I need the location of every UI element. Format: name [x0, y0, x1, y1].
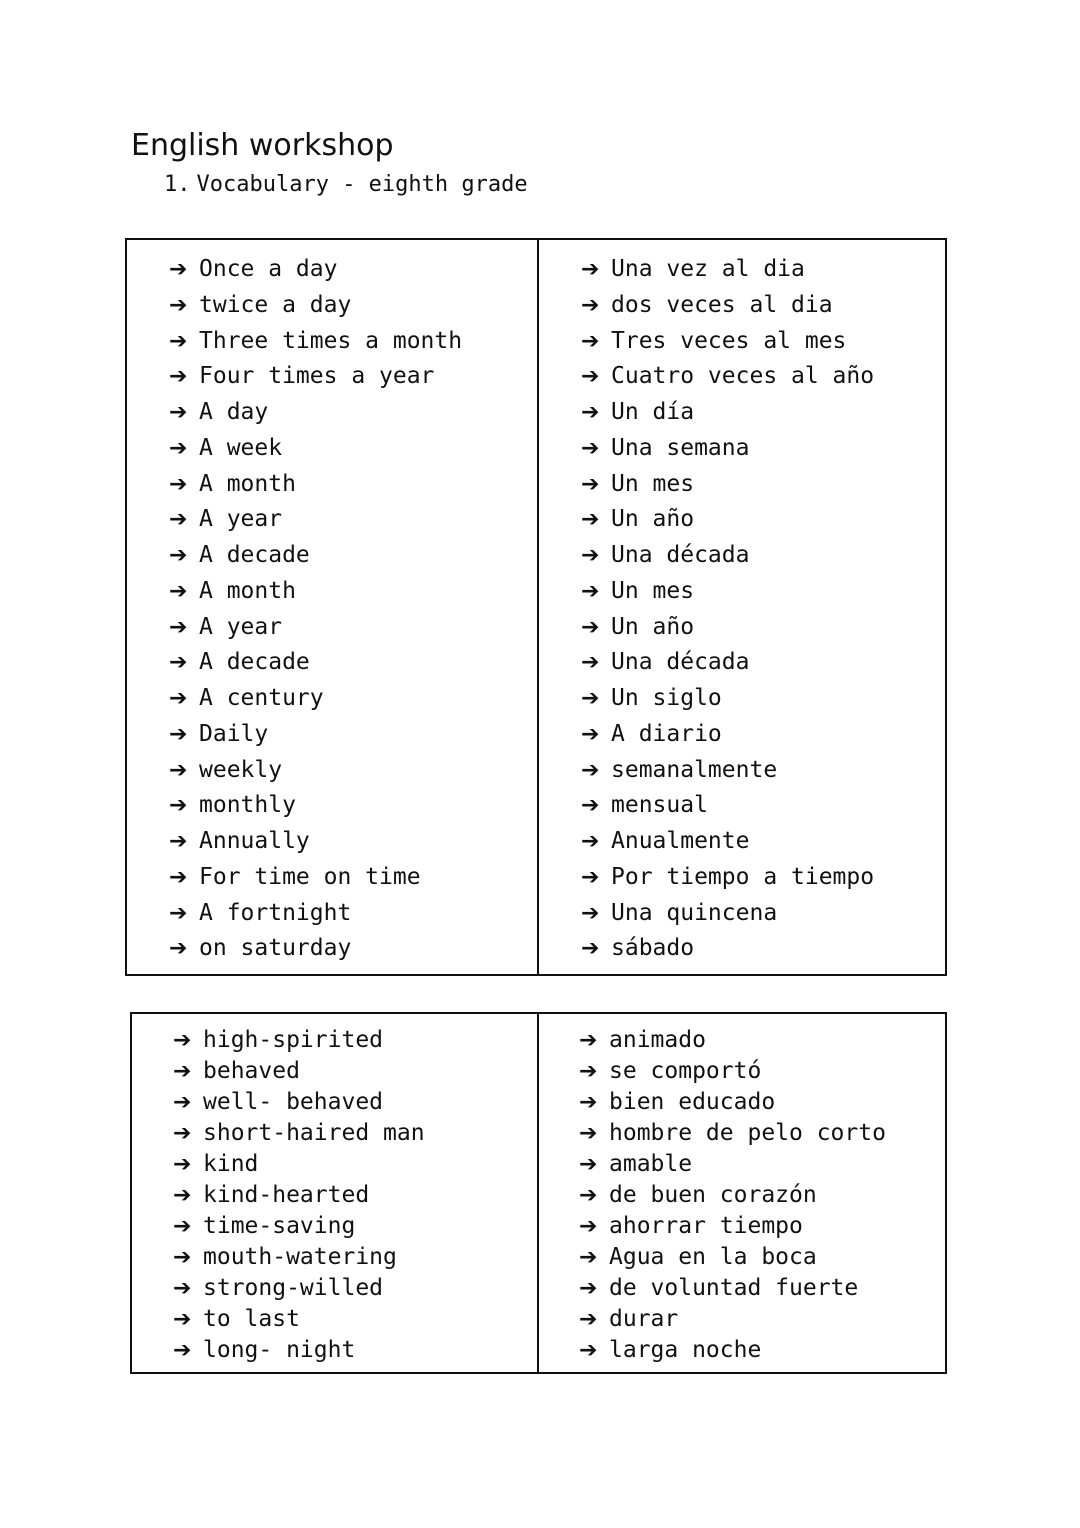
vocab-item — [581, 931, 874, 967]
vocab-term: Un mes — [611, 577, 695, 604]
vocab-item — [169, 359, 462, 395]
arrow-right-icon: ➔ — [581, 793, 600, 819]
vocab-term: on saturday — [199, 935, 352, 962]
vocab-item — [581, 395, 874, 431]
vocab-term: de voluntad fuerte — [609, 1275, 859, 1301]
vocab-term: A decade — [199, 542, 310, 568]
vocab-item — [169, 645, 462, 681]
english-list — [169, 252, 462, 967]
spanish-column — [539, 1014, 945, 1372]
vocab-term: Four times a year — [199, 363, 435, 390]
vocab-term: Anualmente — [611, 828, 750, 854]
vocab-term: semanalmente — [611, 756, 778, 783]
vocab-item — [581, 538, 874, 574]
arrow-right-icon: ➔ — [169, 650, 188, 676]
vocab-item — [581, 324, 874, 360]
arrow-right-icon: ➔ — [169, 578, 188, 604]
spanish-list — [581, 252, 874, 967]
arrow-right-icon: ➔ — [581, 507, 600, 533]
vocab-term: A week — [199, 434, 283, 461]
arrow-right-icon: ➔ — [169, 864, 188, 890]
vocab-item — [581, 431, 874, 467]
vocab-item — [581, 717, 874, 753]
vocab-item — [169, 681, 462, 717]
vocab-item — [169, 824, 462, 860]
vocab-term: Un año — [611, 506, 695, 533]
arrow-right-icon: ➔ — [169, 686, 188, 711]
arrow-right-icon: ➔ — [581, 936, 600, 962]
vocab-term: weekly — [199, 756, 283, 783]
vocab-item — [169, 896, 462, 932]
vocab-item — [169, 288, 462, 324]
vocab-item — [173, 1211, 425, 1242]
vocab-term: sábado — [611, 935, 695, 962]
arrow-right-icon: ➔ — [581, 900, 600, 926]
arrow-right-icon: ➔ — [169, 507, 188, 533]
vocab-item — [173, 1304, 425, 1335]
vocab-term: amable — [609, 1151, 693, 1177]
arrow-right-icon: ➔ — [173, 1059, 192, 1084]
arrow-right-icon: ➔ — [579, 1152, 598, 1177]
arrow-right-icon: ➔ — [173, 1338, 192, 1363]
arrow-right-icon: ➔ — [169, 793, 188, 819]
vocab-item — [579, 1335, 886, 1366]
vocab-item — [579, 1304, 886, 1335]
vocab-item — [581, 502, 874, 538]
arrow-right-icon: ➔ — [173, 1121, 192, 1146]
vocab-term: A day — [199, 399, 269, 425]
arrow-right-icon: ➔ — [581, 328, 600, 354]
arrow-right-icon: ➔ — [169, 757, 188, 783]
vocab-item — [581, 788, 874, 824]
vocab-item — [169, 717, 462, 753]
vocab-item — [579, 1056, 886, 1087]
vocab-term: ahorrar tiempo — [609, 1213, 803, 1239]
vocab-item — [581, 681, 874, 717]
arrow-right-icon: ➔ — [581, 829, 600, 854]
vocab-item — [173, 1118, 425, 1149]
vocab-item — [173, 1087, 425, 1118]
vocab-term: behaved — [203, 1058, 300, 1084]
vocabulary-table-2 — [130, 1012, 947, 1374]
arrow-right-icon: ➔ — [173, 1183, 192, 1208]
arrow-right-icon: ➔ — [581, 435, 600, 461]
english-column — [132, 1014, 539, 1372]
arrow-right-icon: ➔ — [173, 1090, 192, 1115]
vocab-item — [169, 395, 462, 431]
arrow-right-icon: ➔ — [581, 721, 600, 747]
vocab-item — [579, 1149, 886, 1180]
vocab-item — [579, 1087, 886, 1118]
vocab-term: mensual — [611, 792, 708, 819]
vocab-term: to last — [203, 1306, 300, 1332]
vocab-item — [169, 502, 462, 538]
vocab-term: Un año — [611, 613, 695, 640]
vocab-term: Un siglo — [611, 685, 722, 711]
vocab-term: Annually — [199, 828, 310, 854]
vocab-term: For time on time — [199, 863, 421, 890]
vocab-item — [169, 574, 462, 610]
vocab-item — [581, 359, 874, 395]
vocab-item — [579, 1273, 886, 1304]
vocab-term: mouth-watering — [203, 1244, 397, 1270]
vocab-item — [579, 1211, 886, 1242]
arrow-right-icon: ➔ — [581, 292, 600, 318]
vocab-term: A year — [199, 506, 283, 533]
vocab-term: durar — [609, 1306, 679, 1332]
arrow-right-icon: ➔ — [581, 686, 600, 711]
vocab-item — [173, 1149, 425, 1180]
vocab-item — [581, 896, 874, 932]
vocab-term: Cuatro veces al año — [611, 363, 875, 390]
vocab-term: Una década — [611, 542, 750, 568]
vocab-term: Una semana — [611, 434, 750, 461]
vocab-item — [579, 1180, 886, 1211]
vocab-item — [169, 252, 462, 288]
arrow-right-icon: ➔ — [581, 543, 600, 568]
vocab-item — [169, 788, 462, 824]
vocab-term: Tres veces al mes — [611, 327, 847, 354]
vocab-term: de buen corazón — [609, 1182, 817, 1208]
arrow-right-icon: ➔ — [581, 257, 600, 282]
vocab-item — [173, 1273, 425, 1304]
vocab-term: A year — [199, 613, 283, 640]
vocab-item — [173, 1242, 425, 1273]
vocab-item — [581, 574, 874, 610]
arrow-right-icon: ➔ — [581, 400, 600, 425]
vocab-term: A month — [199, 577, 296, 604]
vocab-item — [169, 860, 462, 896]
vocab-term: long- night — [203, 1337, 356, 1363]
vocab-term: Una quincena — [611, 899, 778, 926]
vocab-item — [169, 324, 462, 360]
spanish-list — [579, 1025, 886, 1366]
vocab-item — [581, 252, 874, 288]
arrow-right-icon: ➔ — [581, 614, 600, 640]
vocab-term: Una década — [611, 649, 750, 676]
arrow-right-icon: ➔ — [581, 364, 600, 390]
arrow-right-icon: ➔ — [173, 1214, 192, 1239]
vocab-term: A century — [199, 685, 324, 711]
arrow-right-icon: ➔ — [579, 1121, 598, 1146]
vocab-term: twice a day — [199, 291, 352, 318]
subtitle-text: Vocabulary - eighth grade — [196, 172, 528, 197]
arrow-right-icon: ➔ — [579, 1276, 598, 1301]
arrow-right-icon: ➔ — [173, 1245, 192, 1270]
vocab-term: dos veces al dia — [611, 291, 833, 318]
vocab-term: time-saving — [203, 1213, 356, 1239]
vocab-item — [581, 824, 874, 860]
vocab-item — [169, 753, 462, 789]
arrow-right-icon: ➔ — [169, 936, 188, 962]
vocab-term: A fortnight — [199, 899, 352, 926]
arrow-right-icon: ➔ — [579, 1028, 598, 1053]
arrow-right-icon: ➔ — [169, 400, 188, 425]
arrow-right-icon: ➔ — [579, 1338, 598, 1363]
arrow-right-icon: ➔ — [173, 1276, 192, 1301]
vocab-term: Por tiempo a tiempo — [611, 863, 875, 890]
vocab-term: A diario — [611, 720, 722, 747]
arrow-right-icon: ➔ — [169, 435, 188, 461]
page-title: English workshop — [131, 128, 394, 163]
arrow-right-icon: ➔ — [581, 578, 600, 604]
vocab-term: Daily — [199, 720, 269, 747]
vocab-term: Un día — [611, 399, 695, 425]
english-list — [173, 1025, 425, 1366]
vocab-item — [579, 1242, 886, 1273]
vocab-item — [581, 860, 874, 896]
vocab-term: well- behaved — [203, 1089, 384, 1115]
vocab-term: animado — [609, 1027, 706, 1053]
vocab-item — [581, 288, 874, 324]
vocab-term: hombre de pelo corto — [609, 1120, 886, 1146]
vocab-term: Once a day — [199, 256, 338, 282]
vocab-item — [581, 610, 874, 646]
arrow-right-icon: ➔ — [579, 1214, 598, 1239]
arrow-right-icon: ➔ — [169, 614, 188, 640]
vocab-term: Un mes — [611, 470, 695, 497]
vocab-item — [169, 931, 462, 967]
vocab-item — [169, 467, 462, 503]
vocabulary-table-1 — [125, 238, 947, 976]
vocab-term: A decade — [199, 649, 310, 676]
arrow-right-icon: ➔ — [581, 650, 600, 676]
arrow-right-icon: ➔ — [579, 1090, 598, 1115]
english-column — [127, 240, 539, 974]
arrow-right-icon: ➔ — [581, 757, 600, 783]
arrow-right-icon: ➔ — [581, 864, 600, 890]
vocab-item — [173, 1025, 425, 1056]
arrow-right-icon: ➔ — [579, 1183, 598, 1208]
vocab-term: Agua en la boca — [609, 1244, 817, 1270]
vocab-term: kind — [203, 1151, 259, 1177]
arrow-right-icon: ➔ — [173, 1152, 192, 1177]
vocab-term: se comportó — [609, 1058, 762, 1084]
spanish-column — [539, 240, 945, 974]
page-subtitle — [164, 170, 528, 200]
vocab-term: bien educado — [609, 1089, 776, 1115]
arrow-right-icon: ➔ — [169, 721, 188, 747]
arrow-right-icon: ➔ — [581, 471, 600, 497]
arrow-right-icon: ➔ — [169, 543, 188, 568]
vocab-term: strong-willed — [203, 1275, 384, 1301]
vocab-item — [173, 1180, 425, 1211]
arrow-right-icon: ➔ — [169, 364, 188, 390]
arrow-right-icon: ➔ — [169, 328, 188, 354]
arrow-right-icon: ➔ — [169, 257, 188, 282]
subtitle-number: 1. — [164, 172, 191, 197]
vocab-item — [173, 1335, 425, 1366]
vocab-item — [169, 538, 462, 574]
vocab-term: monthly — [199, 792, 296, 819]
arrow-right-icon: ➔ — [579, 1307, 598, 1332]
arrow-right-icon: ➔ — [169, 292, 188, 318]
vocab-term: kind-hearted — [203, 1182, 370, 1208]
arrow-right-icon: ➔ — [169, 900, 188, 926]
vocab-term: Una vez al dia — [611, 256, 805, 282]
vocab-item — [581, 753, 874, 789]
vocab-term: A month — [199, 470, 296, 497]
vocab-item — [169, 610, 462, 646]
arrow-right-icon: ➔ — [173, 1307, 192, 1332]
vocab-term: Three times a month — [199, 327, 463, 354]
vocab-item — [169, 431, 462, 467]
vocab-item — [581, 467, 874, 503]
vocab-term: short-haired man — [203, 1120, 425, 1146]
arrow-right-icon: ➔ — [169, 829, 188, 854]
arrow-right-icon: ➔ — [579, 1059, 598, 1084]
vocab-item — [579, 1025, 886, 1056]
vocab-term: high-spirited — [203, 1027, 384, 1053]
vocab-term: larga noche — [609, 1337, 762, 1363]
arrow-right-icon: ➔ — [173, 1028, 192, 1053]
arrow-right-icon: ➔ — [169, 471, 188, 497]
arrow-right-icon: ➔ — [579, 1245, 598, 1270]
vocab-item — [581, 645, 874, 681]
vocab-item — [173, 1056, 425, 1087]
vocab-item — [579, 1118, 886, 1149]
